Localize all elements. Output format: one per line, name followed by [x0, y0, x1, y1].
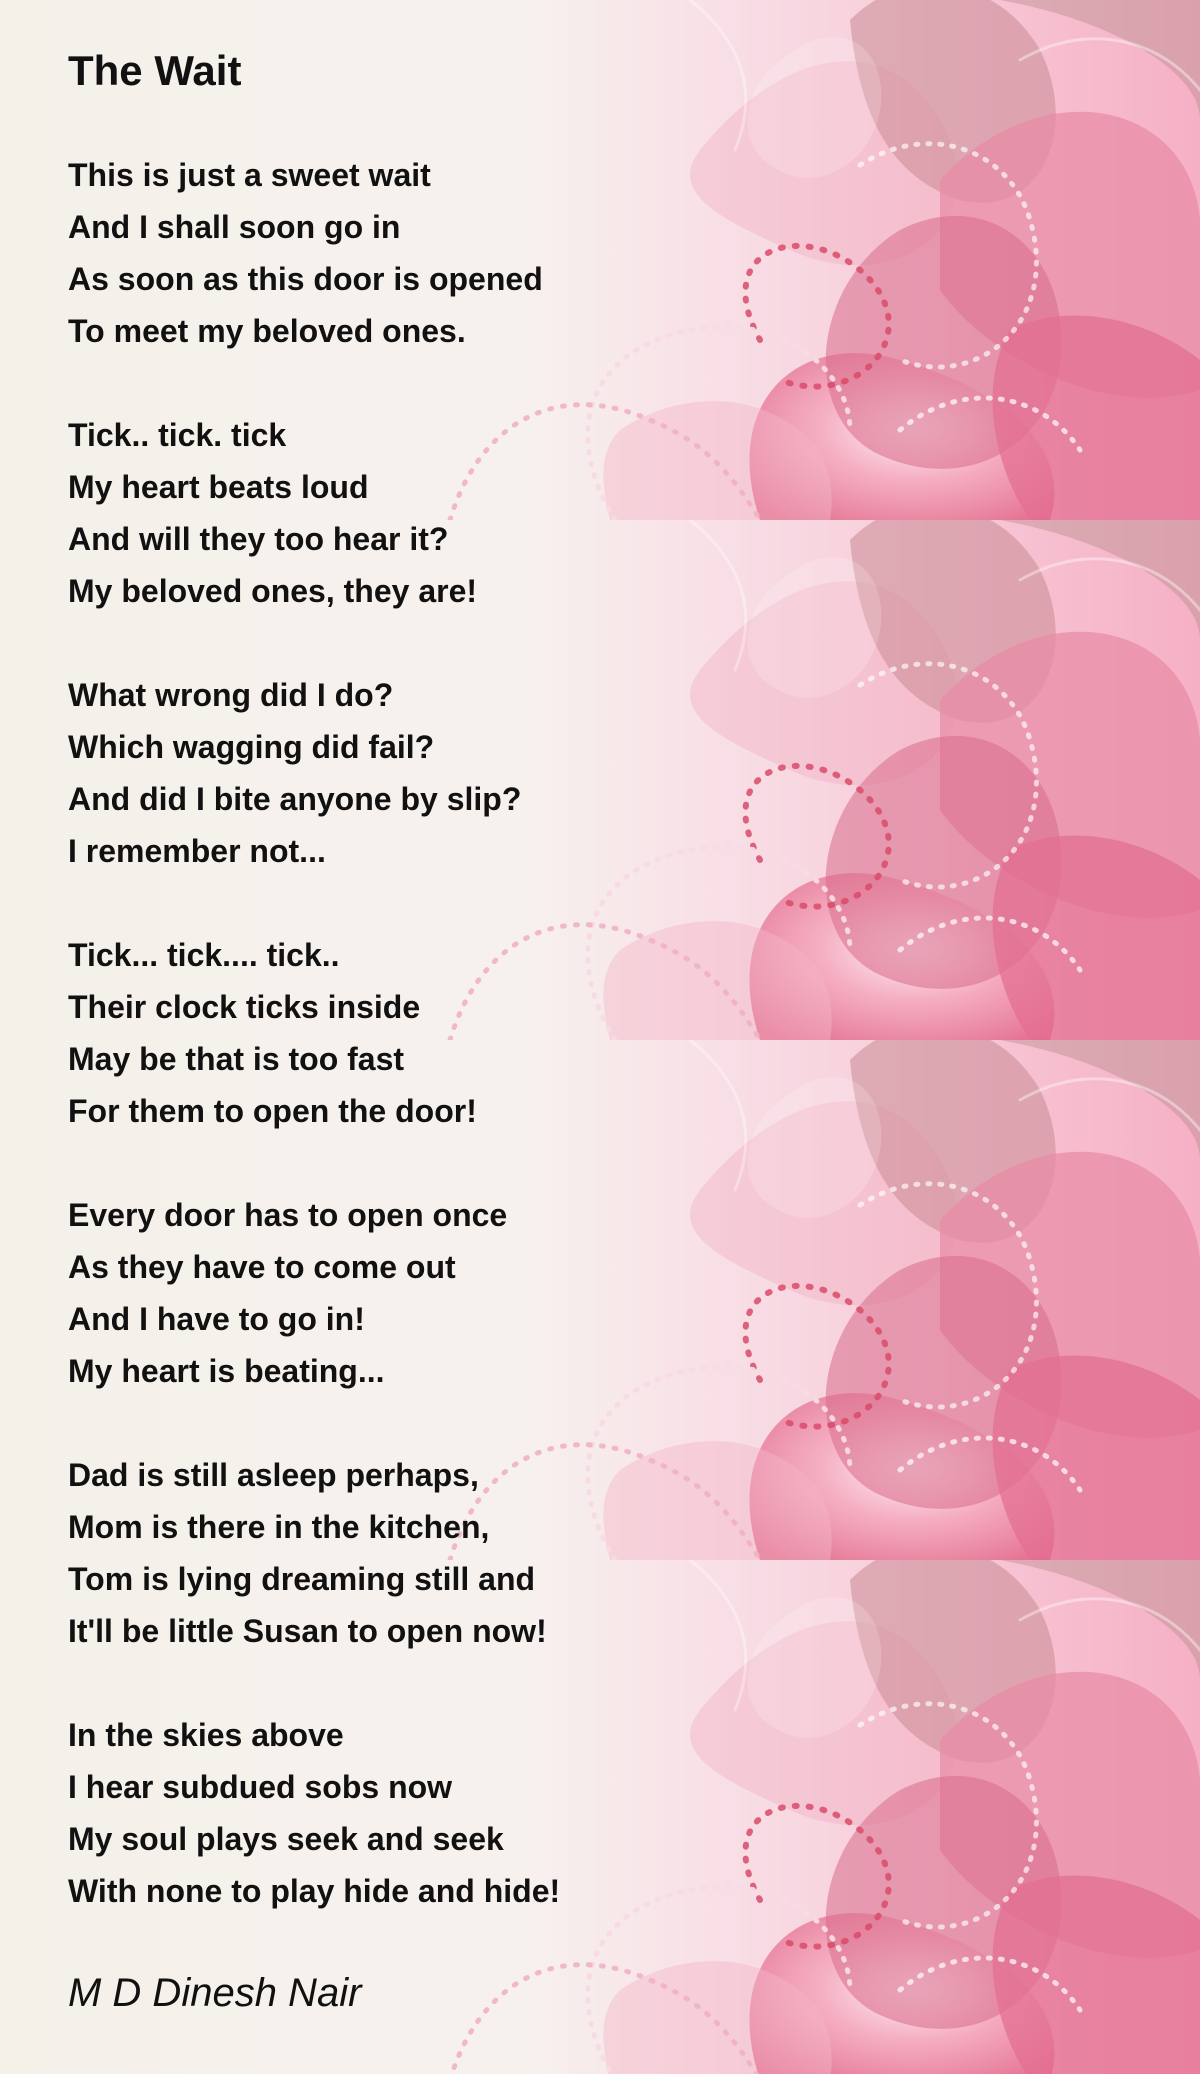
poem-line: As soon as this door is opened — [68, 261, 543, 298]
poem-line: And I shall soon go in — [68, 209, 401, 246]
poem-line: And will they too hear it? — [68, 521, 449, 558]
poem-line: Dad is still asleep perhaps, — [68, 1457, 479, 1494]
poem-line: To meet my beloved ones. — [68, 313, 466, 350]
poem-line: Mom is there in the kitchen, — [68, 1509, 490, 1546]
stanza-5 — [68, 1189, 1128, 1397]
poem-line: Tick... tick.... tick.. — [68, 937, 340, 974]
stanza-3 — [68, 669, 1128, 877]
poem-line: This is just a sweet wait — [68, 157, 431, 194]
poem-author: M D Dinesh Nair — [68, 1971, 362, 2016]
poem-line: Every door has to open once — [68, 1197, 508, 1234]
poem-line: In the skies above — [68, 1717, 344, 1754]
poem-line: My heart is beating... — [68, 1353, 385, 1390]
poem-line: My heart beats loud — [68, 469, 369, 506]
poem-line: With none to play hide and hide! — [68, 1873, 561, 1910]
poem-line: It'll be little Susan to open now! — [68, 1613, 547, 1650]
poem-line: Tom is lying dreaming still and — [68, 1561, 536, 1598]
poem-line: Tick.. tick. tick — [68, 417, 287, 454]
poem-line: Which wagging did fail? — [68, 729, 435, 766]
poem-line: My beloved ones, they are! — [68, 573, 478, 610]
poem-line: My soul plays seek and seek — [68, 1821, 504, 1858]
poem-line: And did I bite anyone by slip? — [68, 781, 522, 818]
stanza-6 — [68, 1449, 1128, 1657]
poem-line: As they have to come out — [68, 1249, 456, 1286]
stanza-1 — [68, 149, 1128, 357]
poem-line: What wrong did I do? — [68, 677, 394, 714]
poem-line: Their clock ticks inside — [68, 989, 421, 1026]
poem-content — [68, 48, 1128, 2017]
stanza-7 — [68, 1709, 1128, 1917]
stanza-4 — [68, 929, 1128, 1137]
stanza-2 — [68, 409, 1128, 617]
poem-title: The Wait — [68, 47, 242, 94]
poem-line: I hear subdued sobs now — [68, 1769, 453, 1806]
poem-line: I remember not... — [68, 833, 326, 870]
poem-line: And I have to go in! — [68, 1301, 365, 1338]
poem-line: May be that is too fast — [68, 1041, 405, 1078]
poem-line: For them to open the door! — [68, 1093, 477, 1130]
